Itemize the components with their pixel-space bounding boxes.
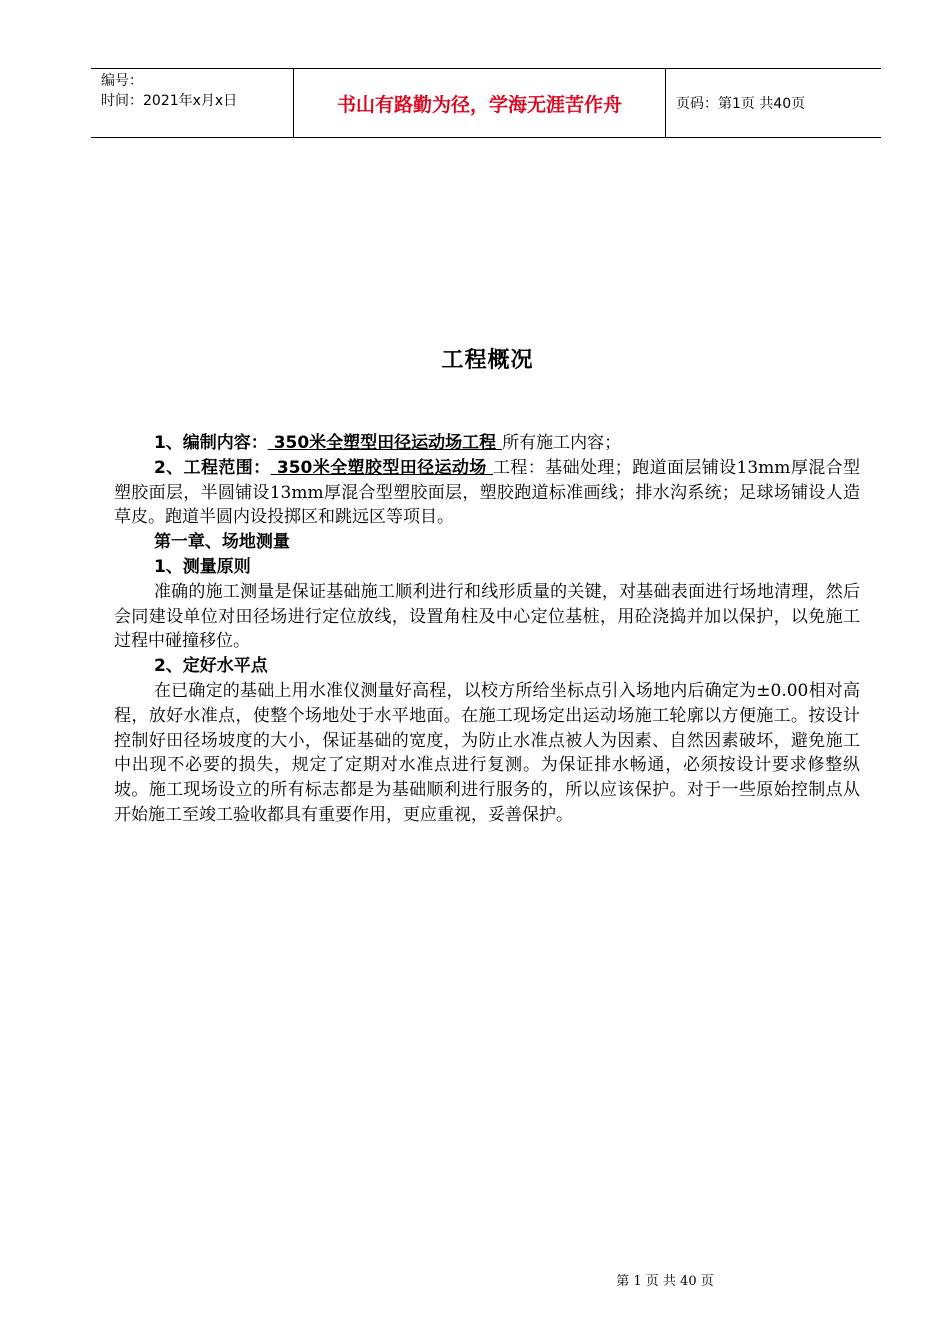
page-header (91, 68, 881, 138)
header-page-info: 页码：第1页 共40页 (676, 96, 806, 112)
document-title: 工程概况 (441, 348, 534, 373)
scope-item-2-project: 350米全塑胶型田径运动场 (270, 457, 494, 478)
section-1-heading: 1、测量原则 (153, 556, 251, 577)
time-label: 时间：2021年x月x日 (101, 93, 238, 109)
scope-item-1-label: 1、编制内容： (153, 433, 268, 453)
chapter-1-heading: 第一章、场地测量 (153, 532, 290, 553)
section-1-body: 准确的施工测量是保证基础施工顺利进行和线形质量的关键，对基础表面进行场地清理，然后会同建设单位对田径场进行定位放线，设置角柱及中心定位基桩，用砼浇捣并加以保护，以免施工过程中碰撞移位。 (114, 581, 860, 652)
serial-label: 编号： (101, 73, 143, 89)
scope-item-2-label: 2、工程范围： (153, 457, 271, 478)
section-2-heading: 2、定好水平点 (153, 656, 268, 677)
scope-item-1-tail: 所有施工内容； (502, 433, 622, 453)
page-footer: 第 1 页 共 40 页 (616, 1274, 714, 1289)
header-meta (91, 69, 293, 137)
scope-item-2 (114, 456, 860, 530)
document-body (114, 431, 860, 828)
section-2-body: 在已确定的基础上用水准仪测量好高程，以校方所给坐标点引入场地内后确定为±0.00相对高程，放好水准点，使整个场地处于水平地面。在施工现场定出运动场施工轮廓以方便施工。按设计控制好田径场坡度的大小，保证基础的宽度，为防止水准点被人为因素、自然因素破坏，避免施工中出现不必要的损失，规定了定期对水准点进行复测。为保证排水畅通，必须按设计要求修整纵坡。施工现场设立的所有标志都是为基础顺利进行服务的，所以应该保护。对于一些原始控制点从开始施工至竣工验收都具有重要作用，更应重视，妥善保护。 (114, 680, 860, 825)
scope-item-2-tail: 工程：基础处理；跑道面层铺设13mm厚混合型塑胶面层，半圆铺设13mm厚混合型塑胶面层，塑胶跑道标准画线；排水沟系统；足球场铺设人造草皮。跑道半圆内设投掷区和跳远区等项目。 (114, 457, 860, 528)
scope-item-1-project: 350米全塑型田径运动场工程 (267, 433, 503, 453)
header-motto: 书山有路勤为径，学海无涯苦作舟 (293, 69, 666, 137)
scope-item-1 (114, 431, 860, 456)
